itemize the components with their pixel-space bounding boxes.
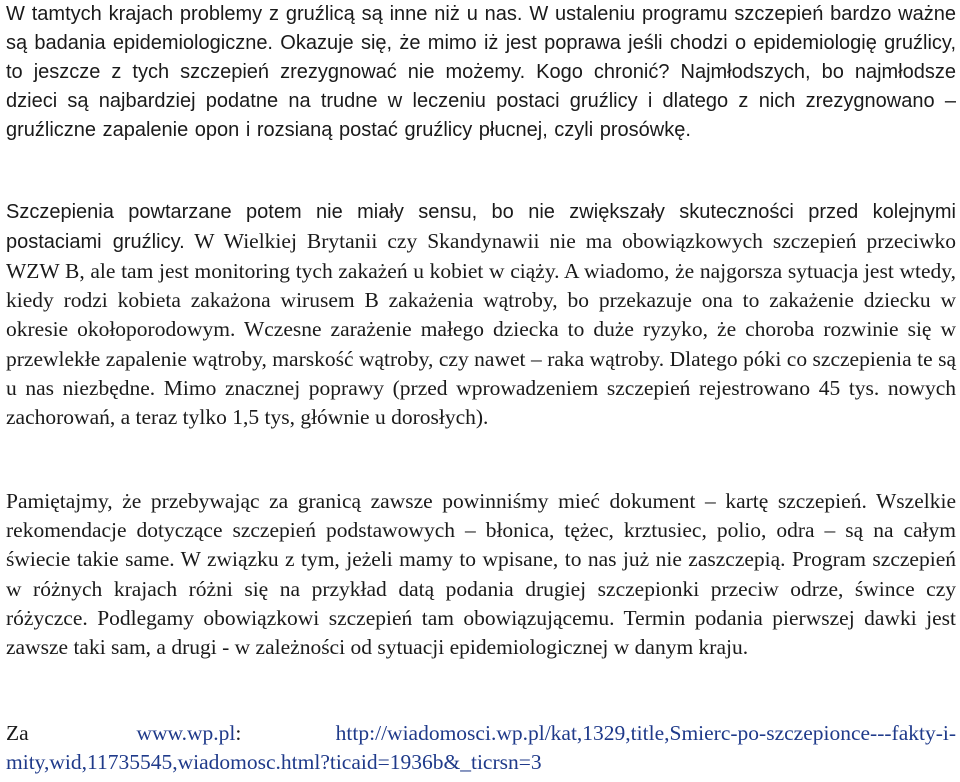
source-prefix: Za xyxy=(6,721,29,745)
paragraph-hepatitis-b xyxy=(6,198,956,432)
source-colon: : xyxy=(235,721,242,745)
paragraph-hepatitis-b-sans-part: Szczepienia powtarzane potem nie miały sensu, bo nie zwiększały skuteczności przed kolejnymi postaciami gruźlicy. xyxy=(6,201,956,253)
source-citation xyxy=(6,719,956,777)
paragraph-hepatitis-b-serif-part: W Wielkiej Brytanii czy Skandynawii nie ma obowiązkowych szczepień przeciwko WZW B, ale tam jest monitoring tych zakażeń u kobiet w ciąży. A wiadomo, że najgorsza sytuacja jest wtedy, kiedy rodzi kobieta zakażona wirusem B zakażenia wątroby, bo przekazuje ona to zakażenie dziecku w okresie okołoporodowym. Wczesne zarażenie małego dziecka to duże ryzyko, że choroba rozwinie się w przewlekłe zapalenie wątroby, marskość wątroby, czy nawet – raka wątroby. Dlatego póki co szczepienia te są u nas niezbędne. Mimo znacznej poprawy (przed wprowadzeniem szczepień rejestrowano 45 tys. nowych zachorowań, a teraz tylko 1,5 tys, głównie u dorosłych). xyxy=(6,229,956,430)
source-url-link[interactable]: http://wiadomosci.wp.pl/kat,1329,title,Smierc-po-szczepionce---fakty-i-mity,wid,11735545,wiadomosc.html?ticaid=1936b&_ticrsn=3 xyxy=(6,721,957,775)
paragraph-vaccination-card: Pamiętajmy, że przebywając za granicą zawsze powinniśmy mieć dokument – kartę szczepień. Wszelkie rekomendacje dotyczące szczepień podstawowych – błonica, tężec, krztusiec, polio, odra – są na całym świecie takie same. W związku z tym, jeżeli mamy to wpisane, to nas już nie zaszczepią. Program szczepień w różnych krajach różni się na przykład datą podania drugiej szczepionki przeciw odrze, śwince czy różyczce. Podlegamy obowiązkowi szczepień tam obowiązującemu. Termin podania pierwszej dawki jest zawsze taki sam, a drugi - w zależności od sytuacji epidemiologicznej w danym kraju. xyxy=(6,489,956,660)
source-site-link[interactable]: www.wp.pl xyxy=(136,721,236,745)
paragraph-tuberculosis: W tamtych krajach problemy z gruźlicą są inne niż u nas. W ustaleniu programu szczepień bardzo ważne są badania epidemiologiczne. Okazuje się, że mimo iż jest poprawa jeśli chodzi o epidemiologię gruźlicy, to jeszcze z tych szczepień zrezygnować nie możemy. Kogo chronić? Najmłodszych, bo najmłodsze dzieci są najbardziej podatne na trudne w leczeniu postaci gruźlicy i dlatego z nich zrezygnowano – gruźliczne zapalenie opon i rozsianą postać gruźlicy płucnej, czyli prosówkę. xyxy=(6,3,956,141)
